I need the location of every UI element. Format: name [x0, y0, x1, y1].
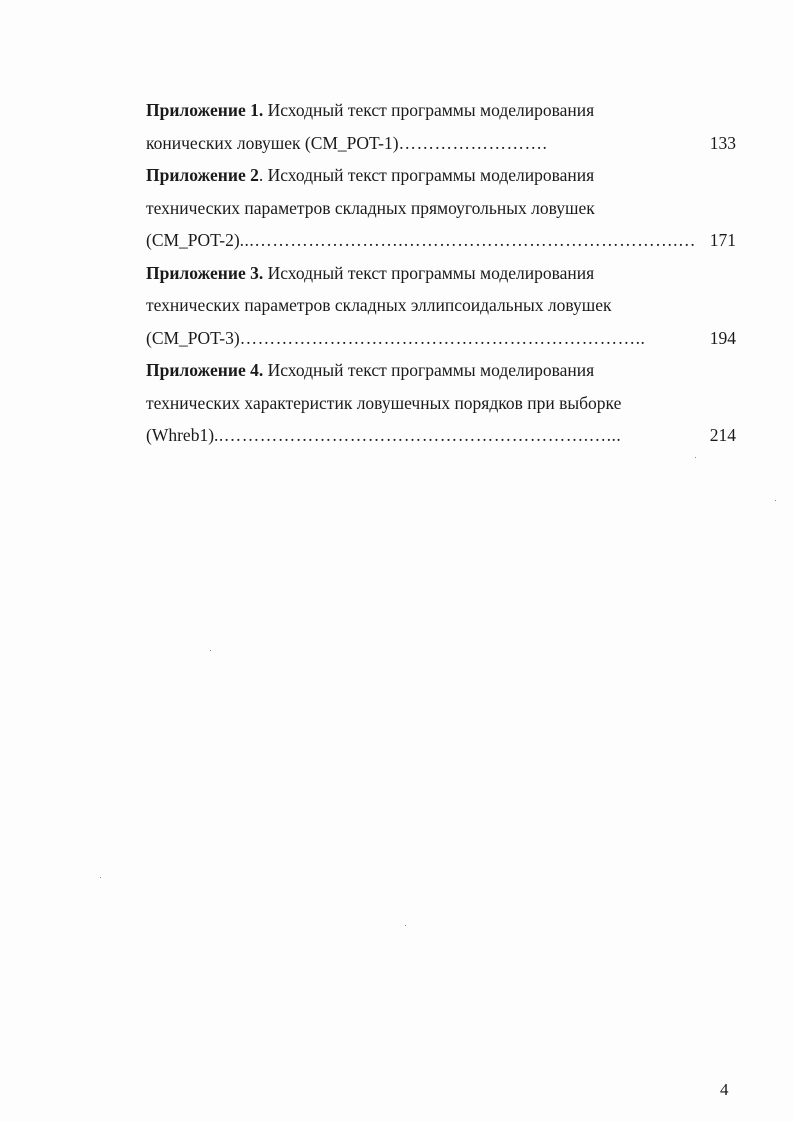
- toc-entry-title: Исходный текст программы моделирования: [263, 262, 595, 283]
- toc-entry-appendix-1[interactable]: [146, 94, 736, 159]
- toc-entry-title: Исходный текст программы моделирования: [263, 100, 595, 120]
- toc-entry-title: . Исходный текст программы моделирования: [258, 165, 595, 185]
- toc-entry-label: Приложение 3.: [146, 262, 264, 283]
- toc-entry-appendix-3[interactable]: [146, 257, 736, 355]
- scan-speck: [775, 500, 776, 501]
- scan-speck: [210, 650, 211, 651]
- toc-leader-dots: ...…………………….……………………………………….…: [239, 230, 697, 250]
- page-number: 4: [720, 1080, 729, 1099]
- toc-entry-page-number: 214: [709, 425, 736, 445]
- toc-entry-title-line: [146, 94, 736, 127]
- toc-entry-label: Приложение 4.: [146, 360, 264, 380]
- toc-entry-title-line: [146, 354, 736, 387]
- scan-speck: [695, 457, 696, 458]
- scan-speck: [405, 925, 406, 926]
- toc-entry-title-end: конических ловушек (CM_POT-1): [146, 132, 399, 153]
- toc-entry-title-continuation: технических характеристик ловушечных порядков при выборке: [146, 392, 622, 413]
- toc-entry-page-number: 133: [709, 132, 736, 153]
- toc-entry-title-end: (Whreb1): [146, 425, 215, 445]
- toc-entry-title-line: [146, 159, 736, 192]
- toc-entry-appendix-2[interactable]: [146, 159, 736, 257]
- toc-entry-title-end: (CM_POT-2): [146, 230, 240, 250]
- toc-entry-title-continuation: технических параметров складных эллипсоидальных ловушек: [146, 295, 612, 315]
- toc-entry-page-number: 171: [709, 230, 736, 250]
- toc-leader-dots: …………………………………………………………..: [239, 327, 646, 348]
- toc-entry-title: Исходный текст программы моделирования: [263, 360, 595, 380]
- toc-entry-page-line: [146, 127, 736, 160]
- toc-entry-title-continuation: технических параметров складных прямоугольных ловушек: [146, 197, 595, 218]
- toc-leader-dots: …………………….: [398, 132, 548, 153]
- toc-entry-title-line: [146, 257, 736, 290]
- toc-leader-dots: ..…………………………………………………….…...: [214, 425, 622, 445]
- toc-entry-label: Приложение 2: [146, 165, 259, 185]
- toc-entry-page-line: [146, 322, 736, 355]
- toc-entry-title-end: (CM_POT-3): [146, 327, 240, 348]
- toc-entry-appendix-4[interactable]: [146, 354, 736, 452]
- toc-entry-page-line: [146, 224, 736, 257]
- toc-entry-label: Приложение 1.: [146, 100, 264, 120]
- toc-entry-page-line: [146, 419, 736, 452]
- scan-speck: [100, 877, 101, 878]
- toc-entry-page-number: 194: [709, 327, 736, 348]
- table-of-contents: [146, 94, 736, 452]
